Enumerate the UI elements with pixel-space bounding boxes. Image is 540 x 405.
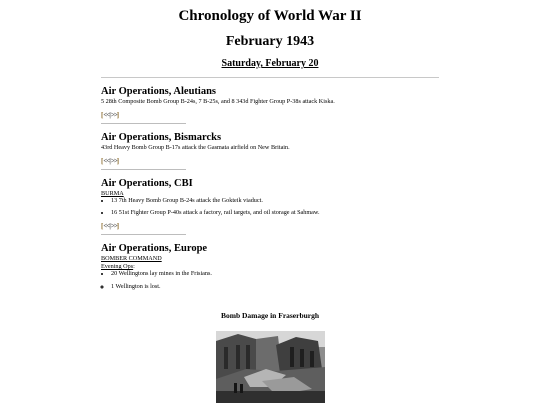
- list-item: • 16 51st Fighter Group P-40s attack a factory, rail targets, and oil storage at Sahmaw.: [111, 209, 320, 216]
- next-arrow-icon[interactable]: >>: [110, 157, 117, 165]
- section-title-cbi: Air Operations, CBI: [101, 178, 193, 189]
- section-text-aleutians: 5 28th Composite Bomb Group B-24s, 7 B-25s, and 8 343d Fighter Group P-38s attack Kiska.: [101, 98, 335, 105]
- section-nav: [<<|>>]: [101, 111, 120, 119]
- section-text-bismarcks: 43rd Heavy Bomb Group B-17s attack the Gasmata airfield on New Britain.: [101, 144, 290, 151]
- section-nav: [<<|>>]: [101, 222, 120, 230]
- command-link-bomber[interactable]: BOMBER COMMAND: [101, 255, 162, 262]
- page-title: Chronology of World War II: [178, 8, 362, 24]
- prev-arrow-icon[interactable]: <<: [103, 157, 110, 165]
- list-item: • 20 Wellingtons lay mines in the Frisians.: [111, 270, 212, 277]
- divider: [101, 77, 439, 78]
- next-arrow-icon[interactable]: >>: [110, 222, 117, 230]
- prev-arrow-icon[interactable]: <<: [103, 111, 110, 119]
- photo-caption: Bomb Damage in Fraserburgh: [220, 311, 320, 320]
- bomb-damage-photo: [216, 331, 325, 403]
- section-title-europe: Air Operations, Europe: [101, 243, 208, 254]
- date-heading: Saturday, February 20: [221, 58, 319, 69]
- page-subtitle: February 1943: [225, 34, 315, 49]
- section-nav: [<<|>>]: [101, 157, 120, 165]
- region-link-burma[interactable]: BURMA: [101, 190, 124, 197]
- item-sublist: [101, 283, 161, 295]
- list-item: • 13 7th Heavy Bomb Group B-24s attack the Gokteik viaduct.: [111, 197, 320, 204]
- item-list: [101, 197, 320, 221]
- section-title-aleutians: Air Operations, Aleutians: [101, 86, 217, 97]
- next-arrow-icon[interactable]: >>: [110, 111, 117, 119]
- nav-divider: [101, 169, 186, 170]
- section-title-bismarcks: Air Operations, Bismarcks: [101, 132, 222, 143]
- list-item: ◦ 1 Wellington is lost.: [111, 283, 161, 290]
- prev-arrow-icon[interactable]: <<: [103, 222, 110, 230]
- nav-divider: [101, 123, 186, 124]
- nav-divider: [101, 234, 186, 235]
- item-list: [101, 270, 212, 282]
- ops-label: Evening Ops:: [101, 263, 135, 270]
